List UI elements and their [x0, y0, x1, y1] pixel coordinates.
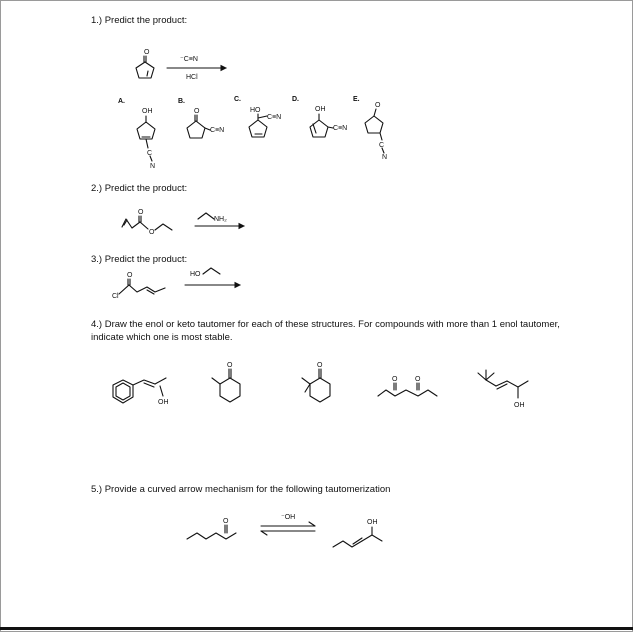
option-e-label: E.: [353, 96, 360, 103]
q1-cyclopentenone: [136, 49, 154, 78]
question-2: 2.) Predict the product:: [91, 183, 188, 194]
q4-methylcyclohexanone: [212, 362, 240, 402]
atom-oh: OH: [142, 108, 153, 115]
q4-phenyl-enol: [113, 378, 169, 406]
q3-acyl-chloride: [112, 272, 165, 300]
atom-oh: OH: [315, 106, 326, 113]
reagent-amine: NH₂: [214, 216, 227, 223]
atom-o: O: [149, 229, 155, 236]
option-d-structure: [292, 96, 347, 137]
option-b-structure: [178, 98, 224, 138]
q4-diketone: [378, 376, 437, 396]
option-b-label: B.: [178, 98, 185, 105]
atom-o: O: [227, 362, 233, 369]
atom-oh: OH: [514, 402, 525, 409]
atom-o: O: [223, 518, 229, 525]
option-e-structure: [353, 96, 387, 161]
question-4: 4.) Draw the enol or keto tautomer for each of these structures. For compounds with more than 1 enol tautomer, indicate which one is most stable.: [91, 319, 560, 343]
atom-o: O: [375, 102, 381, 109]
reagent-cyanide: ⁻C≡N: [180, 56, 198, 63]
atom-o: O: [194, 108, 200, 115]
atom-oh: OH: [158, 399, 169, 406]
atom-o: O: [138, 209, 144, 216]
q5-equilibrium-arrow: [261, 514, 315, 535]
atom-oh: OH: [367, 519, 378, 526]
reagent-alcohol: HO: [190, 271, 201, 278]
option-a-label: A.: [118, 98, 125, 105]
atom-cl: Cl: [112, 293, 119, 300]
atom-c: C: [379, 142, 385, 149]
question-1: 1.) Predict the product:: [91, 15, 188, 26]
q5-enol: [333, 519, 382, 547]
question-5: 5.) Provide a curved arrow mechanism for the following tautomerization: [91, 484, 391, 495]
option-c-structure: [234, 96, 281, 137]
reagent-hcl: HCl: [186, 74, 198, 81]
q3-reaction-arrow: [185, 268, 240, 285]
q1-reaction-arrow: [167, 56, 226, 81]
atom-c: C: [147, 150, 153, 157]
q4-substituted-cyclohexanone: [302, 362, 330, 402]
atom-cn: C≡N: [333, 125, 348, 132]
option-d-label: D.: [292, 96, 299, 103]
option-c-label: C.: [234, 96, 241, 103]
q2-reaction-arrow: [195, 213, 244, 226]
atom-n: N: [150, 163, 156, 170]
atom-o: O: [317, 362, 323, 369]
atom-cn: C≡N: [267, 114, 282, 121]
q2-ester: [122, 209, 172, 236]
atom-o: O: [392, 376, 398, 383]
atom-o: O: [415, 376, 421, 383]
option-a-structure: [118, 98, 155, 170]
atom-o: O: [127, 272, 133, 279]
question-3: 3.) Predict the product:: [91, 254, 188, 265]
reagent-hydroxide: ⁻OH: [281, 514, 296, 521]
q4-tert-butyl-enol: [478, 370, 528, 409]
atom-o: O: [144, 49, 150, 56]
q5-keto: [187, 518, 236, 539]
atom-ho: HO: [250, 107, 261, 114]
atom-n: N: [382, 154, 388, 161]
atom-cn: C≡N: [210, 127, 225, 134]
